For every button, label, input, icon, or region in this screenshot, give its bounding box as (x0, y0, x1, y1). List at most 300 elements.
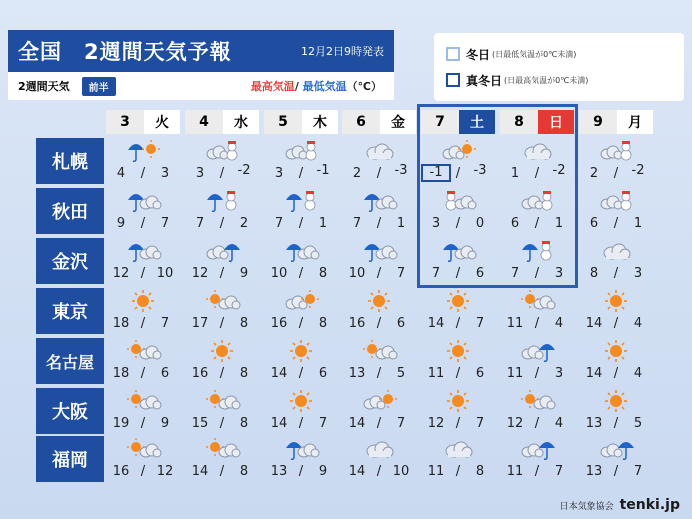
temp-low: 7 (475, 415, 485, 431)
temp-line (185, 214, 259, 232)
very-cold-label: 真冬日 (466, 73, 503, 88)
temp-low: 4 (633, 365, 643, 381)
temp-high: 1 (510, 165, 520, 181)
temp-high: 19 (112, 415, 130, 431)
sun-cloud-icon (185, 388, 259, 414)
forecast-cell (500, 436, 574, 482)
forecast-cell (579, 138, 653, 184)
temp-line (106, 214, 180, 232)
temp-low: 8 (239, 315, 249, 331)
temp-line (421, 214, 495, 232)
temp-slash: / (298, 365, 304, 381)
sun-icon (421, 388, 495, 414)
temp-high: 11 (506, 315, 524, 331)
temp-slash: / (219, 365, 225, 381)
temp-line (342, 414, 416, 432)
forecast-cell (106, 138, 180, 184)
cloud-icon (500, 138, 574, 164)
forecast-cell (500, 388, 574, 434)
temp-line (264, 314, 338, 332)
temp-low: -3 (473, 163, 487, 178)
city-label: 東京 (36, 288, 104, 334)
temp-line (500, 164, 574, 182)
cloud-sun-icon (421, 138, 495, 164)
temp-low: 7 (160, 315, 170, 331)
city-label: 大阪 (36, 388, 104, 434)
forecast-cell (106, 238, 180, 284)
umbrella-cloud-icon (106, 238, 180, 264)
temp-line (106, 364, 180, 382)
temp-low: 8 (318, 315, 328, 331)
temp-slash: / (534, 315, 540, 331)
day-number: 8 (500, 110, 538, 134)
temp-slash: / (140, 463, 146, 479)
day-of-week: 土 (459, 110, 495, 134)
temp-slash: / (298, 265, 304, 281)
temp-slash: / (298, 463, 304, 479)
temp-line (500, 414, 574, 432)
forecast-cell (500, 288, 574, 334)
forecast-cell (264, 388, 338, 434)
day-of-week: 月 (617, 110, 653, 134)
cloud-icon (342, 138, 416, 164)
temp-low: 5 (633, 415, 643, 431)
forecast-cell (185, 188, 259, 234)
forecast-cell (421, 388, 495, 434)
temp-low: 3 (633, 265, 643, 281)
temp-high: 16 (112, 463, 130, 479)
issued-date: 12月2日9時発表 (301, 45, 384, 58)
temp-high: 11 (506, 463, 524, 479)
temp-low: 7 (633, 463, 643, 479)
temp-slash: / (534, 415, 540, 431)
forecast-cell (421, 138, 495, 184)
temp-slash: / (455, 315, 461, 331)
temp-low: 7 (396, 265, 406, 281)
temp-slash: / (376, 315, 382, 331)
temp-high: 14 (348, 463, 366, 479)
temp-high: 2 (589, 165, 599, 181)
temp-high: 16 (270, 315, 288, 331)
temp-high: 12 (191, 265, 209, 281)
temp-high: 12 (506, 415, 524, 431)
temp-line (421, 164, 495, 182)
temp-slash: / (219, 463, 225, 479)
temp-line (500, 462, 574, 480)
temp-line (342, 462, 416, 480)
temp-high: 13 (585, 463, 603, 479)
temp-low: 9 (239, 265, 249, 281)
temp-line (579, 214, 653, 232)
forecast-cell (579, 188, 653, 234)
temp-low: -2 (552, 163, 566, 178)
temp-line (106, 314, 180, 332)
sun-icon (421, 338, 495, 364)
forecast-cell (106, 288, 180, 334)
day-header (185, 110, 259, 134)
temp-slash: / (613, 415, 619, 431)
temp-low: 6 (396, 315, 406, 331)
cloud-snow-icon (579, 188, 653, 214)
temp-slash: / (613, 215, 619, 231)
temp-low: 7 (396, 415, 406, 431)
forecast-cell (579, 388, 653, 434)
city-label: 秋田 (36, 188, 104, 234)
forecast-cell (342, 388, 416, 434)
forecast-cell (185, 288, 259, 334)
forecast-cell (579, 436, 653, 482)
temp-high: 10 (270, 265, 288, 281)
temp-line (185, 164, 259, 182)
day-of-week: 日 (538, 110, 574, 134)
sun-cloud-icon (106, 388, 180, 414)
temp-slash: / (298, 215, 304, 231)
day-of-week: 水 (223, 110, 259, 134)
temp-low: 7 (475, 315, 485, 331)
temp-high: 11 (506, 365, 524, 381)
day-header (421, 110, 495, 134)
temp-low-label: 最低気温 (302, 80, 347, 93)
forecast-cell (264, 188, 338, 234)
temp-low: 6 (160, 365, 170, 381)
credit (560, 497, 680, 513)
temp-line (264, 214, 338, 232)
temp-line (342, 264, 416, 282)
city-label: 名古屋 (36, 338, 104, 384)
temp-high: 14 (427, 315, 445, 331)
forecast-cell (421, 288, 495, 334)
temp-high: 16 (348, 315, 366, 331)
forecast-cell (106, 388, 180, 434)
sun-cloud-icon (500, 388, 574, 414)
umbrella-cloud-icon (106, 188, 180, 214)
temp-line (500, 214, 574, 232)
temp-line (500, 364, 574, 382)
forecast-cell (264, 338, 338, 384)
temp-high: 7 (352, 215, 362, 231)
temp-slash: / (376, 215, 382, 231)
temp-slash: / (613, 463, 619, 479)
temp-low: 4 (554, 415, 564, 431)
temp-slash: / (376, 165, 382, 181)
temp-slash: / (534, 265, 540, 281)
temp-line (421, 414, 495, 432)
cloud-snow-icon (264, 138, 338, 164)
forecast-cell (500, 188, 574, 234)
temp-high: 16 (191, 365, 209, 381)
temp-line (579, 164, 653, 182)
temp-line (106, 164, 180, 182)
day-of-week: 木 (302, 110, 338, 134)
forecast-cell (579, 288, 653, 334)
temp-line (185, 364, 259, 382)
temp-low: 6 (475, 265, 485, 281)
temp-low: 10 (156, 265, 174, 281)
temp-high: 6 (510, 215, 520, 231)
tenki-logo: tenki.jp (619, 497, 680, 513)
temp-line (185, 414, 259, 432)
temp-line (264, 414, 338, 432)
temp-low: 9 (160, 415, 170, 431)
day-header (342, 110, 416, 134)
temp-line (421, 264, 495, 282)
legend (434, 33, 684, 101)
temp-line (264, 364, 338, 382)
temp-line (342, 314, 416, 332)
sun-icon (342, 288, 416, 314)
legend-cold (446, 41, 672, 67)
temp-slash: / (534, 215, 540, 231)
temp-sep: / (294, 80, 303, 93)
umbrella-snow-icon (500, 238, 574, 264)
forecast-cell (500, 238, 574, 284)
temp-high: 17 (191, 315, 209, 331)
temp-high: 7 (510, 265, 520, 281)
temp-slash: / (219, 165, 225, 181)
forecast-cell (421, 238, 495, 284)
temp-line (342, 364, 416, 382)
sun-cloud-icon (106, 338, 180, 364)
cloud-sun-icon (342, 388, 416, 414)
day-number: 7 (421, 110, 459, 134)
temp-slash: / (140, 215, 146, 231)
temp-slash: / (534, 463, 540, 479)
temp-slash: / (219, 215, 225, 231)
temp-line (264, 462, 338, 480)
temp-high: 14 (348, 415, 366, 431)
subtitle: 2週間天気 (18, 80, 70, 93)
umbrella-cloud-icon (342, 238, 416, 264)
temp-high: 13 (270, 463, 288, 479)
temp-high: 11 (427, 463, 445, 479)
temp-low: -2 (631, 163, 645, 178)
temp-high-label: 最高気温 (250, 80, 295, 93)
temp-high: 13 (348, 365, 366, 381)
temp-slash: / (376, 365, 382, 381)
temp-line (342, 164, 416, 182)
temp-low: 8 (239, 463, 249, 479)
forecast-cell (421, 338, 495, 384)
forecast-cell (342, 238, 416, 284)
temp-line (106, 414, 180, 432)
temp-low: 8 (318, 265, 328, 281)
temp-slash: / (219, 315, 225, 331)
day-header (106, 110, 180, 134)
forecast-cell (421, 436, 495, 482)
very-cold-note: (日最高気温が0℃未満) (504, 75, 589, 85)
forecast-cell (579, 338, 653, 384)
day-header (579, 110, 653, 134)
cloud-icon (421, 436, 495, 462)
forecast-cell (579, 238, 653, 284)
temp-high: 14 (585, 315, 603, 331)
temp-low: 8 (475, 463, 485, 479)
temp-high: 7 (195, 215, 205, 231)
forecast-cell (106, 188, 180, 234)
sun-icon (579, 338, 653, 364)
umbrella-snow-icon (185, 188, 259, 214)
day-header (500, 110, 574, 134)
umbrella-cloud-icon (421, 238, 495, 264)
temp-high: 7 (431, 265, 441, 281)
temp-low: 2 (239, 215, 249, 231)
forecast-cell (342, 138, 416, 184)
temp-low: 1 (396, 215, 406, 231)
cold-label: 冬日 (466, 47, 491, 62)
temp-line (185, 314, 259, 332)
sun-icon (579, 388, 653, 414)
cloud-umbrella-icon (500, 338, 574, 364)
temp-line (106, 264, 180, 282)
temp-slash: / (613, 265, 619, 281)
day-number: 6 (342, 110, 380, 134)
temp-low: 3 (554, 265, 564, 281)
temp-high: 14 (270, 365, 288, 381)
forecast-cell (421, 188, 495, 234)
temp-low: 1 (318, 215, 328, 231)
cloud-icon (342, 436, 416, 462)
temp-high: 4 (116, 165, 126, 181)
temp-high: 8 (589, 265, 599, 281)
temp-line (264, 164, 338, 182)
temp-slash: / (298, 315, 304, 331)
umbrella-sun-icon (106, 138, 180, 164)
temp-slash: / (376, 463, 382, 479)
temp-high: 12 (112, 265, 130, 281)
day-number: 3 (106, 110, 144, 134)
temp-line (421, 364, 495, 382)
temp-slash: / (534, 365, 540, 381)
temp-low: 6 (475, 365, 485, 381)
temp-low: 9 (318, 463, 328, 479)
temp-line (579, 364, 653, 382)
temp-line (579, 314, 653, 332)
temp-legend (251, 78, 382, 94)
forecast-cell (185, 338, 259, 384)
cloud-sun-icon (264, 288, 338, 314)
temp-slash: / (613, 365, 619, 381)
temp-slash: / (298, 415, 304, 431)
temp-high: 13 (585, 415, 603, 431)
forecast-cell (264, 138, 338, 184)
temp-low: 12 (156, 463, 174, 479)
cold-swatch (446, 47, 460, 61)
temp-low: 6 (318, 365, 328, 381)
temp-slash: / (455, 165, 461, 181)
forecast-cell (185, 436, 259, 482)
temp-high: 11 (427, 365, 445, 381)
temp-high: 14 (270, 415, 288, 431)
day-of-week: 火 (144, 110, 180, 134)
umbrella-cloud-icon (264, 436, 338, 462)
forecast-cell (264, 436, 338, 482)
temp-slash: / (455, 265, 461, 281)
forecast-cell (342, 436, 416, 482)
umbrella-snow-icon (264, 188, 338, 214)
cloud-snow-icon (579, 138, 653, 164)
legend-very-cold (446, 67, 672, 93)
temp-high: -1 (421, 164, 451, 182)
temp-slash: / (140, 165, 146, 181)
temp-low: 8 (239, 365, 249, 381)
temp-low: 1 (633, 215, 643, 231)
cloud-umbrella-icon (579, 436, 653, 462)
temp-high: 14 (585, 365, 603, 381)
sun-icon (264, 388, 338, 414)
sun-icon (421, 288, 495, 314)
temp-line (264, 264, 338, 282)
snow-cloud-icon (421, 188, 495, 214)
temp-high: 6 (589, 215, 599, 231)
forecast-cell (342, 338, 416, 384)
temp-low: -2 (237, 163, 251, 178)
temp-slash: / (219, 265, 225, 281)
temp-high: 18 (112, 315, 130, 331)
temp-slash: / (298, 165, 304, 181)
day-header (264, 110, 338, 134)
forecast-cell (106, 436, 180, 482)
temp-slash: / (140, 315, 146, 331)
temp-low: -1 (316, 163, 330, 178)
temp-slash: / (613, 315, 619, 331)
umbrella-cloud-icon (342, 188, 416, 214)
temp-low: 7 (318, 415, 328, 431)
temp-low: 7 (160, 215, 170, 231)
temp-high: 14 (191, 463, 209, 479)
temp-low: 5 (396, 365, 406, 381)
forecast-cell (106, 338, 180, 384)
temp-high: 3 (431, 215, 441, 231)
temp-high: 2 (352, 165, 362, 181)
temp-high: 15 (191, 415, 209, 431)
temp-slash: / (455, 415, 461, 431)
temp-low: 3 (160, 165, 170, 181)
temp-high: 18 (112, 365, 130, 381)
temp-slash: / (140, 265, 146, 281)
half-badge: 前半 (82, 77, 116, 96)
credit-org: 日本気象協会 (559, 501, 614, 512)
temp-slash: / (455, 215, 461, 231)
temp-unit: （℃） (346, 80, 382, 93)
temp-low: 7 (554, 463, 564, 479)
temp-slash: / (140, 365, 146, 381)
sun-icon (185, 338, 259, 364)
forecast-cell (500, 138, 574, 184)
temp-slash: / (376, 415, 382, 431)
temp-line (421, 314, 495, 332)
day-number: 9 (579, 110, 617, 134)
temp-high: 9 (116, 215, 126, 231)
very-cold-swatch (446, 73, 460, 87)
temp-line (579, 414, 653, 432)
temp-low: 4 (554, 315, 564, 331)
forecast-cell (185, 388, 259, 434)
temp-slash: / (534, 165, 540, 181)
sun-icon (106, 288, 180, 314)
sun-cloud-icon (106, 436, 180, 462)
temp-low: 1 (554, 215, 564, 231)
temp-low: -3 (394, 163, 408, 178)
temp-line (106, 462, 180, 480)
temp-slash: / (455, 365, 461, 381)
sun-icon (579, 288, 653, 314)
title-bar (8, 30, 394, 72)
forecast-cell (264, 238, 338, 284)
cloud-umbrella-icon (185, 238, 259, 264)
forecast-cell (342, 188, 416, 234)
temp-low: 3 (554, 365, 564, 381)
temp-line (500, 264, 574, 282)
